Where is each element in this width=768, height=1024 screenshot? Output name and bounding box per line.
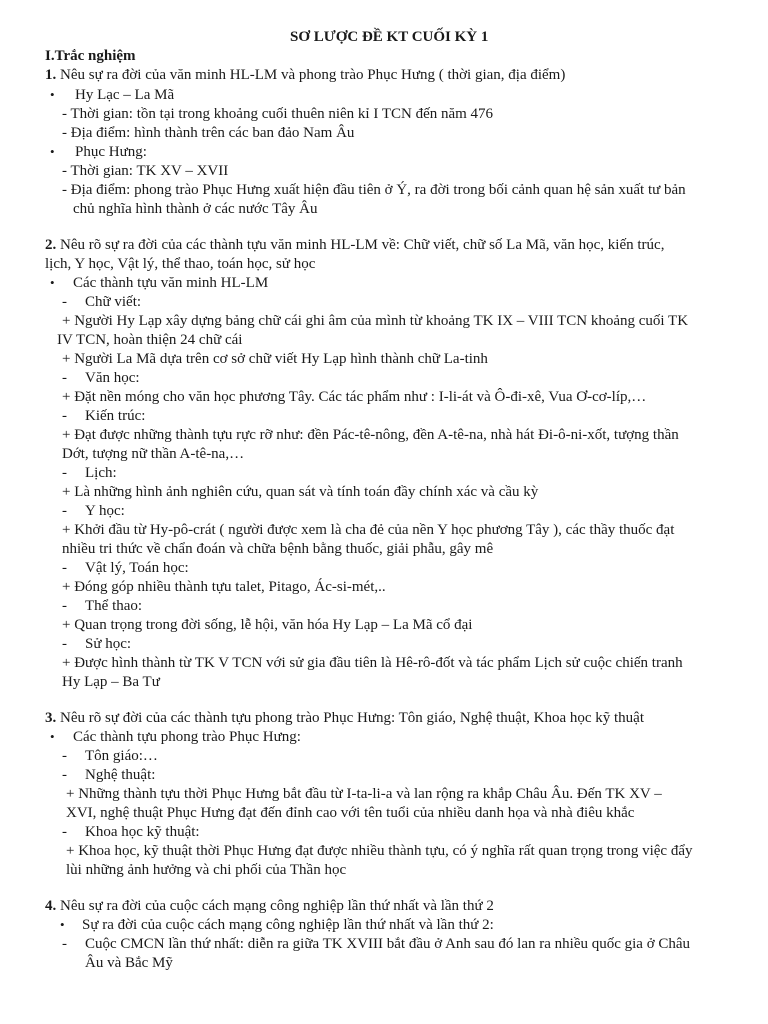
list-item: + Khoa học, kỹ thuật thời Phục Hưng đạt được nhiều thành tựu, có ý nghĩa rất quan trọng trong việc đẩy	[66, 843, 693, 859]
subheading: Tôn giáo:…	[85, 748, 158, 764]
list-item: Hy Lạc – La Mã	[75, 87, 175, 103]
subheading: Kiến trúc:	[85, 408, 146, 424]
dash-icon: -	[62, 503, 67, 519]
list-item: + Được hình thành từ TK V TCN với sử gia đầu tiên là Hê-rô-đốt và tác phẩm Lịch sử cuộc chiến tranh	[62, 655, 683, 671]
bullet-icon: •	[60, 917, 65, 932]
list-item: + Người Hy Lạp xây dựng bảng chữ cái ghi âm của mình từ khoảng TK IX – VIII TCN khoảng cuối TK	[62, 313, 689, 329]
subheading: Y học:	[85, 503, 125, 519]
subheading: Sử học:	[85, 636, 132, 652]
list-item: - Thời gian: tồn tại trong khoảng cuối thuên niên kỉ I TCN đến năm 476	[62, 106, 494, 122]
question-4	[45, 897, 494, 915]
subheading: Khoa học kỹ thuật:	[85, 824, 200, 840]
subheading: Thể thao:	[85, 598, 143, 614]
bullet-icon: •	[50, 144, 55, 159]
dash-icon: -	[62, 748, 67, 764]
dash-icon: -	[62, 294, 67, 310]
list-item: Hy Lạp – Ba Tư	[62, 674, 160, 690]
dash-icon: -	[62, 408, 67, 424]
bullet-icon: •	[50, 729, 55, 744]
question-text-continued: lịch, Y học, Vật lý, thể thao, toán học, sử học	[45, 256, 316, 272]
question-text: Nêu rõ sự đời của các thành tựu phong trào Phục Hưng: Tôn giáo, Nghệ thuật, Khoa học kỹ thuật	[60, 710, 645, 726]
subheading: Chữ viết:	[85, 294, 142, 310]
bullet-icon: •	[50, 87, 55, 102]
section-heading: I.Trắc nghiệm	[45, 48, 136, 64]
list-item: Dớt, tượng nữ thần A-tê-na,…	[62, 446, 245, 462]
list-item: - Địa điểm: hình thành trên các ban đảo Nam Âu	[62, 125, 355, 141]
subheading: Lịch:	[85, 465, 117, 481]
list-item: + Đạt được những thành tựu rực rỡ như: đền Pác-tê-nông, đền A-tê-na, nhà hát Đi-ô-ni-xốt, tượng thần	[62, 427, 679, 443]
dash-icon: -	[62, 465, 67, 481]
list-item: IV TCN, hoàn thiện 24 chữ cái	[57, 332, 243, 348]
document-title: SƠ LƯỢC ĐỀ KT CUỐI KỲ 1	[290, 29, 489, 45]
question-1	[45, 66, 565, 84]
question-number: 1.	[45, 67, 57, 83]
question-text: Nêu sự ra đời của văn minh HL-LM và phong trào Phục Hưng ( thời gian, địa điểm)	[60, 67, 566, 83]
subheading: Nghệ thuật:	[85, 767, 156, 783]
list-item: + Những thành tựu thời Phục Hưng bắt đầu từ I-ta-li-a và lan rộng ra khắp Châu Âu. Đến TK XV –	[66, 786, 662, 802]
list-item: nhiều tri thức về chẩn đoán và chữa bệnh bằng thuốc, giải phẫu, gây mê	[62, 541, 494, 557]
list-item: chủ nghĩa hình thành ở các nước Tây Âu	[73, 201, 318, 217]
list-item: + Là những hình ảnh nghiên cứu, quan sát và tính toán đầy chính xác và cầu kỳ	[62, 484, 539, 500]
list-item: + Khởi đầu từ Hy-pô-crát ( người được xem là cha đẻ của nền Y học phương Tây ), các thầy thuốc đạt	[62, 522, 675, 538]
dash-icon: -	[62, 824, 67, 840]
dash-icon: -	[62, 370, 67, 386]
dash-icon: -	[62, 636, 67, 652]
question-number: 4.	[45, 898, 57, 914]
list-item: + Đóng góp nhiều thành tựu talet, Pitago, Ác-si-mét,..	[62, 579, 386, 595]
dash-icon: -	[62, 936, 67, 952]
question-2	[45, 236, 664, 254]
list-item: + Đặt nền móng cho văn học phương Tây. Các tác phẩm như : I-li-át và Ô-đi-xê, Vua Ơ-cơ-líp,…	[62, 389, 647, 405]
question-number: 3.	[45, 710, 57, 726]
list-item: Sự ra đời của cuộc cách mạng công nghiệp lần thứ nhất và lần thứ 2:	[82, 917, 494, 933]
bullet-icon: •	[50, 275, 55, 290]
list-item: Âu và Bắc Mỹ	[85, 955, 173, 971]
question-text: Nêu sự ra đời của cuộc cách mạng công nghiệp lần thứ nhất và lần thứ 2	[60, 898, 494, 914]
question-3	[45, 709, 644, 727]
list-item: Các thành tựu phong trào Phục Hưng:	[73, 729, 301, 745]
list-item: Phục Hưng:	[75, 144, 147, 160]
subheading: Vật lý, Toán học:	[85, 560, 189, 576]
list-item: XVI, nghệ thuật Phục Hưng đạt đến đỉnh cao với tên tuổi của nhiều danh họa và nhà điêu khắc	[66, 805, 635, 821]
subheading: Văn học:	[85, 370, 140, 386]
list-item: lùi những ảnh hưởng và chi phối của Thần học	[66, 862, 347, 878]
list-item: + Người La Mã dựa trên cơ sở chữ viết Hy Lạp hình thành chữ La-tinh	[62, 351, 488, 367]
dash-icon: -	[62, 560, 67, 576]
list-item: + Quan trọng trong đời sống, lễ hội, văn hóa Hy Lạp – La Mã cổ đại	[62, 617, 473, 633]
dash-icon: -	[62, 767, 67, 783]
list-item: Các thành tựu văn minh HL-LM	[73, 275, 269, 291]
list-item: - Thời gian: TK XV – XVII	[62, 163, 229, 179]
question-number: 2.	[45, 237, 57, 253]
dash-icon: -	[62, 598, 67, 614]
list-item: - Địa điểm: phong trào Phục Hưng xuất hiện đầu tiên ở Ý, ra đời trong bối cảnh quan hệ sản xuất tư bản	[62, 182, 686, 198]
list-item: Cuộc CMCN lần thứ nhất: diễn ra giữa TK XVIII bắt đầu ở Anh sau đó lan ra nhiều quốc gia ở Châu	[85, 936, 691, 952]
question-text: Nêu rõ sự ra đời của các thành tựu văn minh HL-LM về: Chữ viết, chữ số La Mã, văn học, kiến trúc,	[60, 237, 665, 253]
